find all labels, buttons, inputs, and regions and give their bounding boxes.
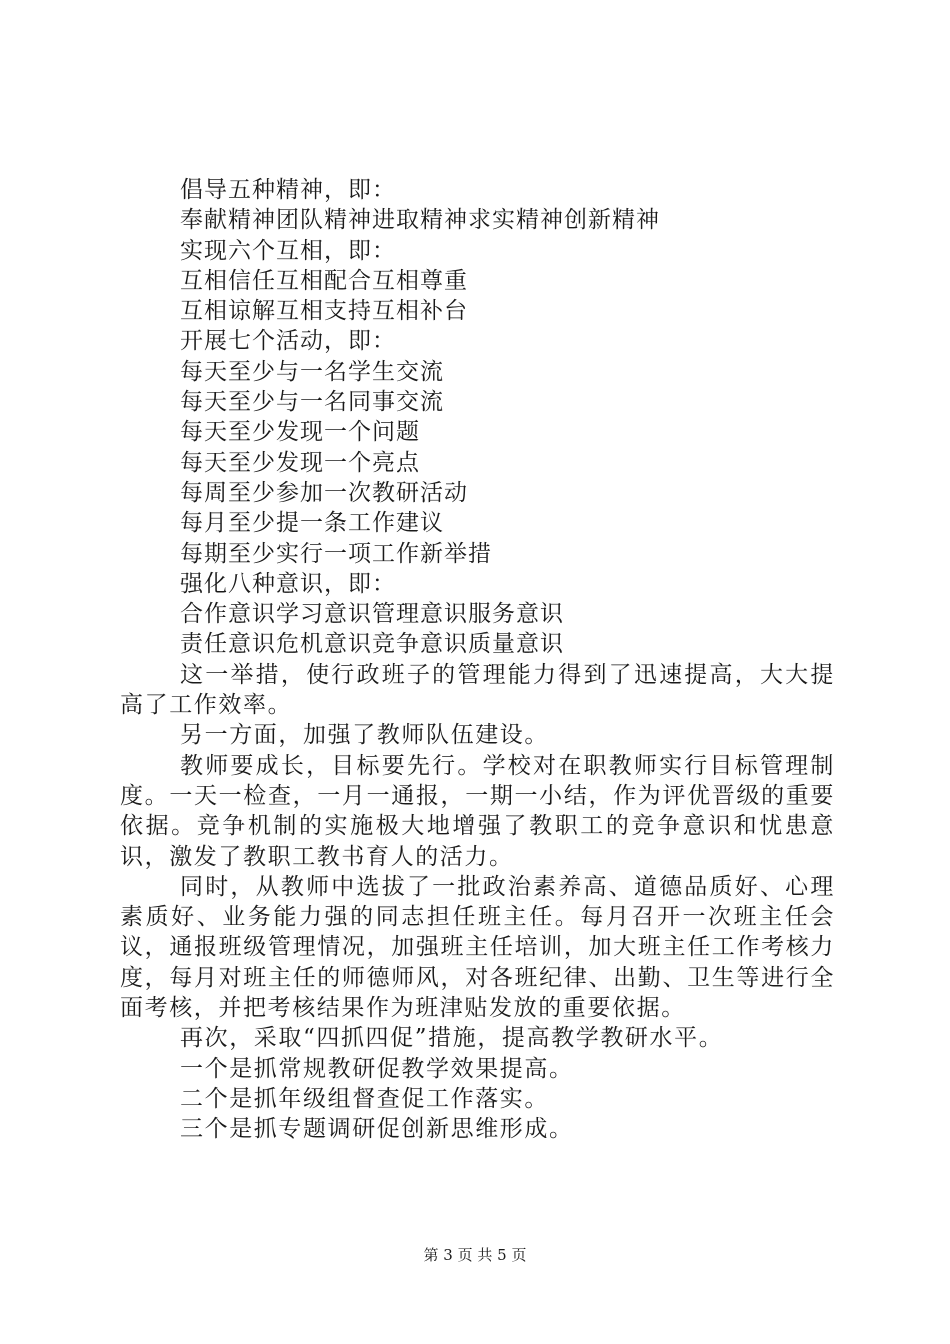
paragraph: 三个是抓专题调研促创新思维形成。: [180, 1116, 574, 1143]
paragraph: 一个是抓常规教研促教学效果提高。: [180, 1055, 574, 1082]
document-body: [120, 175, 835, 1145]
paragraph: 二个是抓年级组督查促工作落实。: [180, 1085, 549, 1112]
list-line: 合作意识学习意识管理意识服务意识: [180, 601, 564, 628]
paragraph: 这一举措，使行政班子的管理能力得到了迅速提高，大大提高了工作效率。: [120, 661, 835, 719]
list-line: 每天至少与一名学生交流: [180, 358, 444, 385]
list-line: 每天至少发现一个亮点: [180, 449, 420, 476]
paragraph: 教师要成长，目标要先行。学校对在职教师实行目标管理制度。一天一检查，一月一通报，一期一小结，作为评优晋级的重要依据。竞争机制的实施极大地增强了教职工的竞争意识和忧患意识，激发了教职工教书育人的活力。: [120, 752, 835, 870]
paragraph: 另一方面，加强了教师队伍建设。: [180, 722, 549, 749]
list-line: 互相谅解互相支持互相补台: [180, 298, 468, 325]
list-line: 奉献精神团队精神进取精神求实精神创新精神: [180, 207, 660, 234]
page-number-footer: 第 3 页 共 5 页: [423, 1246, 527, 1264]
list-line: 实现六个互相，即：: [180, 237, 396, 264]
list-line: 责任意识危机意识竞争意识质量意识: [180, 631, 564, 658]
paragraph: 再次，采取“四抓四促”措施，提高教学教研水平。: [180, 1025, 724, 1052]
list-line: 每周至少参加一次教研活动: [180, 479, 468, 506]
list-line: 每天至少与一名同事交流: [180, 389, 444, 416]
list-line: 强化八种意识，即：: [180, 570, 396, 597]
list-line: 倡导五种精神，即：: [180, 177, 396, 203]
paragraph: 同时，从教师中选拔了一批政治素养高、道德品质好、心理素质好、业务能力强的同志担任班主任。每月召开一次班主任会议，通报班级管理情况，加强班主任培训，加大班主任工作考核力度，每月对班主任的师德师风，对各班纪律、出勤、卫生等进行全面考核，并把考核结果作为班津贴发放的重要依据。: [120, 873, 835, 1022]
list-line: 开展七个活动，即：: [180, 328, 396, 355]
list-line: 互相信任互相配合互相尊重: [180, 267, 468, 294]
list-line: 每天至少发现一个问题: [180, 419, 420, 446]
list-line: 每期至少实行一项工作新举措: [180, 540, 492, 567]
list-line: 每月至少提一条工作建议: [180, 510, 444, 537]
